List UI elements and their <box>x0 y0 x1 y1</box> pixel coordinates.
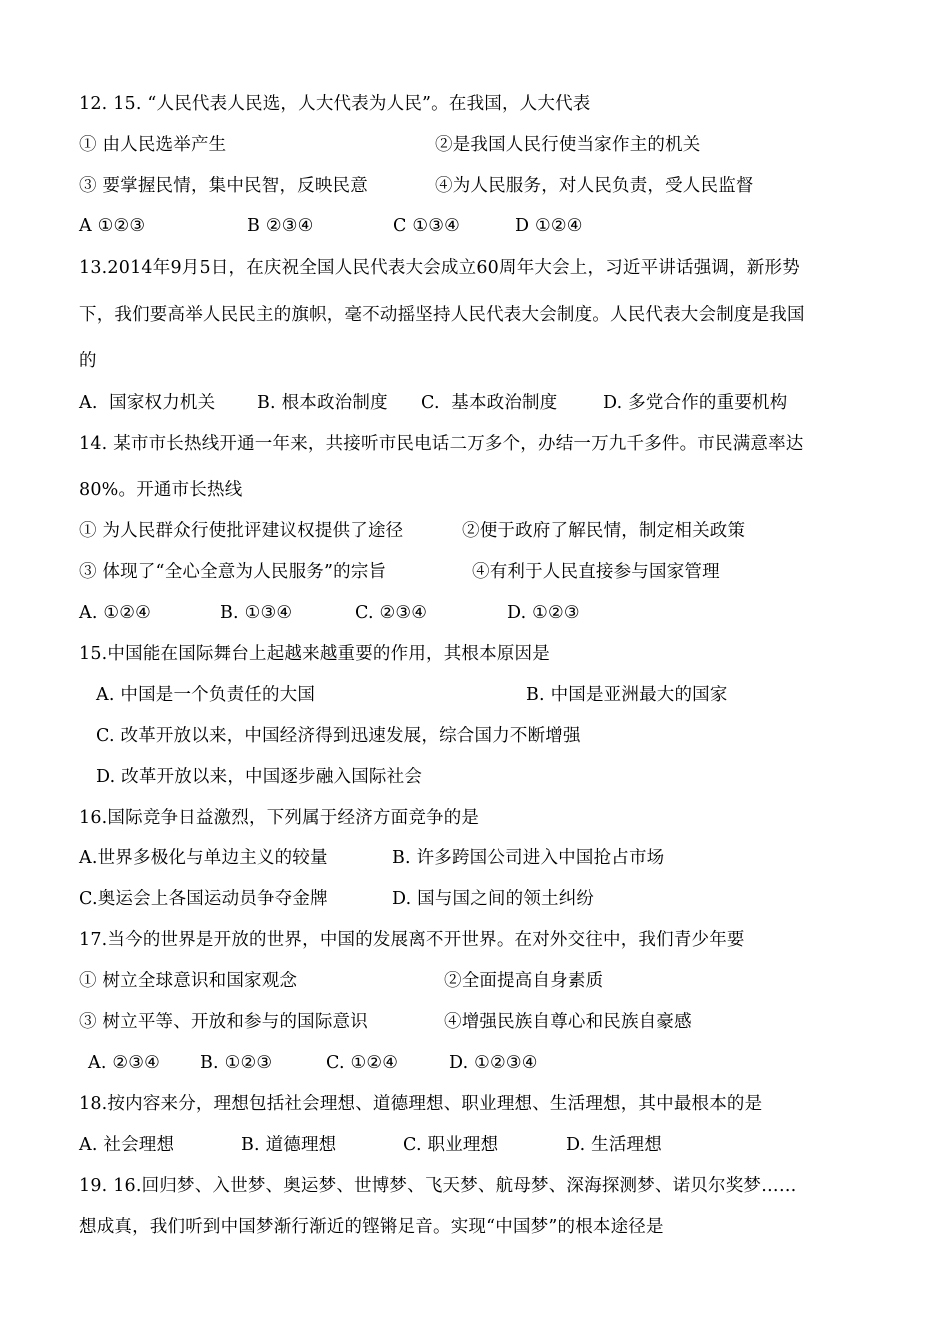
question-stem: 15.中国能在国际舞台上起越来越重要的作用，其根本原因是 <box>79 644 550 664</box>
question-stem: 12. 15. “人民代表人民选，人大代表为人民”。在我国，人大代表 <box>79 94 591 114</box>
option-b: B ②③④ <box>247 216 314 236</box>
option-b: B. 道德理想 <box>241 1135 337 1155</box>
option-d: D. ①②③④ <box>449 1053 538 1073</box>
question-stem: 19. 16.回归梦、入世梦、奥运梦、世博梦、飞天梦、航母梦、深海探测梦、诺贝尔奖梦…… <box>79 1176 797 1196</box>
option-a: A.世界多极化与单边主义的较量 <box>79 848 328 868</box>
option: ① 树立全球意识和国家观念 <box>79 971 298 991</box>
option-b: B. 许多跨国公司进入中国抢占市场 <box>392 848 665 868</box>
option-a: A. ②③④ <box>88 1053 161 1073</box>
option-a: A. 中国是一个负责任的大国 <box>96 685 316 705</box>
option-c: C. ①②④ <box>326 1053 399 1073</box>
question-stem: 18.按内容来分，理想包括社会理想、道德理想、职业理想、生活理想，其中最根本的是 <box>79 1094 763 1114</box>
option-a: A. 社会理想 <box>79 1135 175 1155</box>
question-stem: 17.当今的世界是开放的世界，中国的发展离不开世界。在对外交往中，我们青少年要 <box>79 930 745 950</box>
option-a: A. 国家权力机关 <box>79 393 216 413</box>
option: ① 由人民选举产生 <box>79 135 227 155</box>
option-d: D. 生活理想 <box>566 1135 662 1155</box>
option-d: D. 国与国之间的领土纠纷 <box>392 889 595 909</box>
option: ②是我国人民行使当家作主的机关 <box>435 135 701 155</box>
option-b: B. ①②③ <box>200 1053 273 1073</box>
option-c: C. 基本政治制度 <box>421 393 558 413</box>
option: ②全面提高自身素质 <box>444 971 604 991</box>
option-a: A. ①②④ <box>79 603 152 623</box>
option-a: A ①②③ <box>79 216 146 236</box>
option: ④增强民族自尊心和民族自豪感 <box>444 1012 692 1032</box>
option: ③ 体现了“全心全意为人民服务”的宗旨 <box>79 562 387 582</box>
option: ① 为人民群众行使批评建议权提供了途径 <box>79 521 404 541</box>
option-row <box>79 214 879 358</box>
option-b: B. ①③④ <box>220 603 293 623</box>
question-stem: 的 <box>79 351 97 371</box>
option-c: C ①③④ <box>393 216 461 236</box>
option-d: D. 多党合作的重要机构 <box>603 393 788 413</box>
option-c: C. 改革开放以来，中国经济得到迅速发展，综合国力不断增强 <box>96 726 581 746</box>
option-d: D. 改革开放以来，中国逐步融入国际社会 <box>96 767 423 787</box>
option-row <box>79 391 879 535</box>
option-d: D ①②④ <box>515 216 583 236</box>
question-stem: 想成真，我们听到中国梦渐行渐近的铿锵足音。实现“中国梦”的根本途径是 <box>79 1217 664 1237</box>
option-c: C. 职业理想 <box>403 1135 499 1155</box>
option-c: C.奥运会上各国运动员争夺金牌 <box>79 889 328 909</box>
option-b: B. 中国是亚洲最大的国家 <box>526 685 728 705</box>
question-stem: 80%。开通市长热线 <box>79 480 243 500</box>
question-stem: 13.2014年9月5日，在庆祝全国人民代表大会成立60周年大会上，习近平讲话强调，新形势 <box>79 258 800 278</box>
option-c: C. ②③④ <box>355 603 428 623</box>
option: ④有利于人民直接参与国家管理 <box>472 562 720 582</box>
option-d: D. ①②③ <box>507 603 580 623</box>
question-stem: 16.国际竞争日益激烈，下列属于经济方面竞争的是 <box>79 808 480 828</box>
option: ③ 要掌握民情，集中民智，反映民意 <box>79 176 368 196</box>
option: ④为人民服务，对人民负责，受人民监督 <box>435 176 754 196</box>
option-row <box>79 1133 879 1277</box>
option: ②便于政府了解民情，制定相关政策 <box>462 521 746 541</box>
option: ③ 树立平等、开放和参与的国际意识 <box>79 1012 368 1032</box>
option-b: B. 根本政治制度 <box>257 393 388 413</box>
question-stem: 下，我们要高举人民民主的旗帜，毫不动摇坚持人民代表大会制度。人民代表大会制度是我国 <box>79 305 805 325</box>
question-stem: 14. 某市市长热线开通一年来，共接听市民电话二万多个，办结一万九千多件。市民满意率达 <box>79 434 804 454</box>
